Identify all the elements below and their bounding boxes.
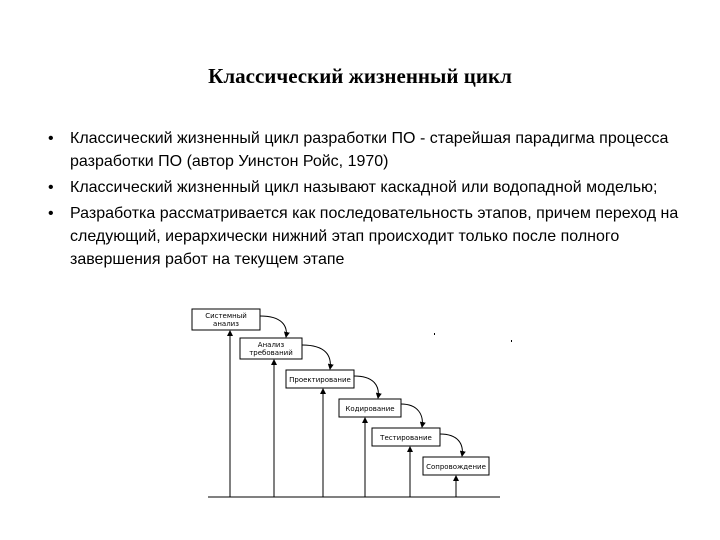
- bullet-marker: •: [48, 205, 54, 222]
- forward-arrow: [440, 434, 462, 456]
- stage-label: требований: [249, 349, 293, 357]
- slide-title: Классический жизненный цикл: [208, 64, 512, 88]
- bullet-marker: •: [48, 179, 54, 196]
- stage-label: анализ: [213, 320, 239, 328]
- stage-box-system-analysis: [192, 309, 260, 330]
- forward-arrow: [354, 376, 378, 398]
- stage-box-design: [286, 370, 354, 388]
- bullet-text: Классический жизненный цикл называют каскадной или водопадной моделью;: [70, 179, 658, 196]
- stage-box-requirements-analysis: [240, 338, 302, 359]
- bullet-text: Разработка рассматривается как последовательность этапов, причем переход на следующий, иерархически нижний этап происходит только после полного завершения работ на текущем этапе: [70, 205, 679, 268]
- stage-box-coding: [339, 399, 401, 417]
- diagram-specks: [434, 333, 512, 342]
- forward-arrow: [260, 316, 286, 337]
- stage-label: Кодирование: [345, 405, 395, 413]
- forward-arrow: [302, 345, 330, 369]
- stage-box-testing: [372, 428, 440, 446]
- stage-label: Тестирование: [380, 434, 432, 442]
- stage-label: Анализ: [257, 341, 285, 349]
- bullet-text: Классический жизненный цикл разработки ПО - старейшая парадигма процесса разработки ПО (автор Уинстон Ройс, 1970): [70, 130, 669, 170]
- stage-label: Системный: [205, 312, 247, 320]
- bullet-marker: •: [48, 130, 54, 147]
- forward-arrow: [401, 404, 422, 427]
- stage-label: Проектирование: [289, 376, 351, 384]
- stage-label: Сопровождение: [426, 463, 486, 471]
- stage-box-maintenance: [423, 457, 489, 475]
